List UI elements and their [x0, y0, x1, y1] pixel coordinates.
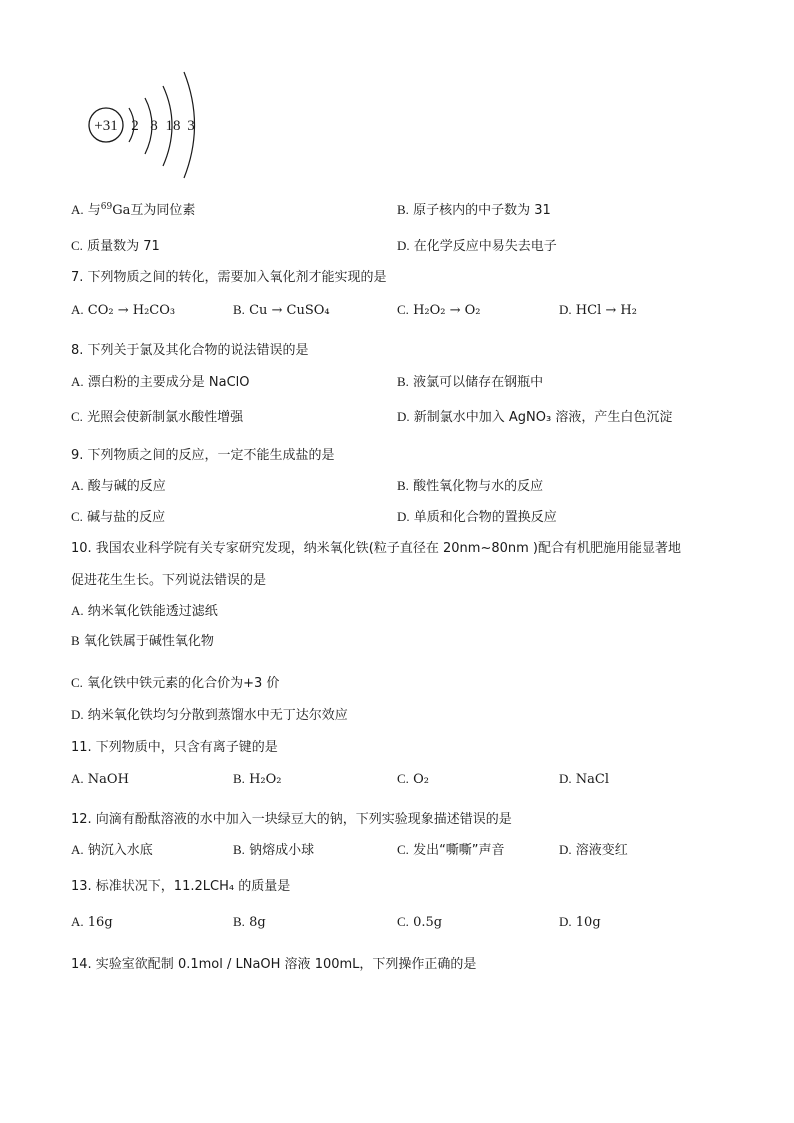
q7-option-b: B. Cu → CuSO₄ — [233, 302, 330, 318]
q8-option-d: D. 新制氯水中加入 AgNO₃ 溶液，产生白色沉淀 — [397, 409, 673, 425]
q7-option-c: C. H₂O₂ → O₂ — [397, 302, 481, 318]
q13-option-c: C. 0.5g — [397, 914, 443, 930]
q11-stem: 11. 下列物质中，只含有离子键的是 — [71, 740, 278, 755]
atom-structure-diagram — [85, 70, 215, 180]
q12-option-b: B. 钠熔成小球 — [233, 842, 315, 858]
q8-option-c: C. 光照会使新制氯水酸性增强 — [71, 409, 244, 425]
shell-electrons-1: 2 — [131, 118, 139, 134]
shell-electrons-4: 3 — [187, 118, 195, 134]
q12-option-a: A. 钠沉入水底 — [71, 842, 153, 858]
q6-option-b: B. 原子核内的中子数为 31 — [397, 202, 551, 218]
q6-option-a: A. 与$^{69}$Ga互为同位素 — [71, 202, 196, 218]
q10-option-c: C. 氧化铁中铁元素的化合价为+3 价 — [71, 675, 280, 691]
q7-option-d: D. HCl → H₂ — [559, 302, 637, 318]
q12-option-c: C. 发出“嘶嘶”声音 — [397, 842, 505, 858]
q13-option-a: A. 16g — [71, 914, 113, 930]
q6-option-c: C. 质量数为 71 — [71, 238, 160, 254]
q11-option-a: A. NaOH — [71, 771, 129, 787]
q9-option-a: A. 酸与碱的反应 — [71, 478, 166, 494]
q8-stem: 8. 下列关于氯及其化合物的说法错误的是 — [71, 343, 309, 358]
q9-option-d: D. 单质和化合物的置换反应 — [397, 509, 557, 525]
q10-stem-line1: 10. 我国农业科学院有关专家研究发现，纳米氧化铁(粒子直径在 20nm~80nm )配合有机肥施用能显著地 — [71, 541, 681, 556]
shell-electrons-2: 8 — [150, 118, 158, 134]
q14-stem: 14. 实验室欲配制 0.1mol / LNaOH 溶液 100mL，下列操作正确的是 — [71, 957, 477, 972]
q13-stem: 13. 标准状况下，11.2LCH₄ 的质量是 — [71, 879, 291, 894]
shell-electrons-3: 18 — [165, 118, 181, 134]
q9-stem: 9. 下列物质之间的反应，一定不能生成盐的是 — [71, 448, 335, 463]
q13-option-d: D. 10g — [559, 914, 601, 930]
q10-stem-line2: 促进花生生长。下列说法错误的是 — [71, 573, 267, 588]
q8-option-b: B. 液氯可以储存在钢瓶中 — [397, 374, 544, 390]
q7-stem: 7. 下列物质之间的转化，需要加入氧化剂才能实现的是 — [71, 270, 387, 285]
q11-option-b: B. H₂O₂ — [233, 771, 282, 787]
q12-stem: 12. 向滴有酚酞溶液的水中加入一块绿豆大的钠，下列实验现象描述错误的是 — [71, 812, 512, 827]
q11-option-d: D. NaCl — [559, 771, 610, 787]
q7-option-a: A. CO₂ → H₂CO₃ — [71, 302, 176, 318]
atom-structure-svg — [85, 70, 215, 180]
nucleus-charge: +31 — [94, 118, 118, 134]
q9-option-b: B. 酸性氧化物与水的反应 — [397, 478, 544, 494]
q12-option-d: D. 溶液变红 — [559, 842, 628, 858]
q10-option-a: A. 纳米氧化铁能透过滤纸 — [71, 603, 218, 619]
q13-option-b: B. 8g — [233, 914, 266, 930]
q8-option-a: A. 漂白粉的主要成分是 NaClO — [71, 374, 250, 390]
q11-option-c: C. O₂ — [397, 771, 429, 787]
q6-option-d: D. 在化学反应中易失去电子 — [397, 238, 557, 254]
q9-option-c: C. 碱与盐的反应 — [71, 509, 166, 525]
q10-option-b: B 氧化铁属于碱性氧化物 — [71, 633, 214, 649]
q10-option-d: D. 纳米氧化铁均匀分散到蒸馏水中无丁达尔效应 — [71, 707, 348, 723]
